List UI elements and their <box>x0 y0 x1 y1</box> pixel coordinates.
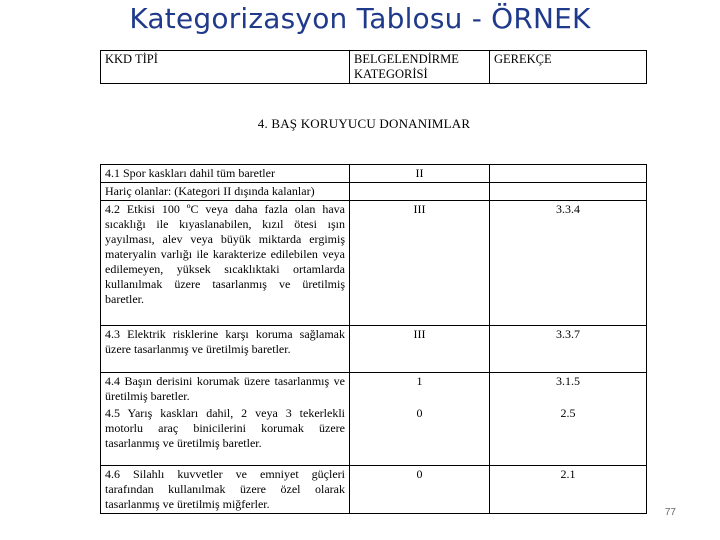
table-row <box>101 165 647 183</box>
row-reason: 2.5 <box>490 405 647 466</box>
row-reason <box>490 165 647 183</box>
row-category: 0 <box>350 405 490 466</box>
scanned-document <box>100 50 628 520</box>
page-number: 77 <box>664 507 676 518</box>
row-type: 4.1 Spor kaskları dahil tüm baretler <box>101 165 350 183</box>
row-reason: 3.3.4 <box>490 201 647 326</box>
header-table <box>100 50 647 84</box>
table-row <box>101 201 647 326</box>
category-table <box>100 164 647 514</box>
table-row <box>101 405 647 466</box>
table-row <box>101 326 647 373</box>
row-type: 4.6 Silahlı kuvvetler ve emniyet güçleri tarafından kullanılmak üzere özel olarak tasarlanmış ve üretilmiş miğferler. <box>101 466 350 514</box>
row-type: Hariç olanlar: (Kategori II dışında kalanlar) <box>101 183 350 201</box>
table-row <box>101 183 647 201</box>
row-category: 1 <box>350 373 490 406</box>
row-category: III <box>350 201 490 326</box>
row-type: 4.3 Elektrik risklerine karşı koruma sağlamak üzere tasarlanmış ve üretilmiş baretler. <box>101 326 350 373</box>
table-row <box>101 373 647 406</box>
row-type: 4.4 Başın derisini korumak üzere tasarlanmış ve üretilmiş baretler. <box>101 373 350 406</box>
header-row <box>101 51 647 84</box>
header-gerekce: GEREKÇE <box>490 51 647 84</box>
row-reason <box>490 183 647 201</box>
row-category: III <box>350 326 490 373</box>
row-reason: 3.3.7 <box>490 326 647 373</box>
row-reason: 2.1 <box>490 466 647 514</box>
row-type: 4.2 Etkisi 100 ºC veya daha fazla olan hava sıcaklığı ile kıyaslanabilen, kızıl ötesi ışın yayılması, alev veya büyük miktarda ergimiş materyalin varlığı ile karakterize edilebilen veya edilemeyen, yüksek sıcaklıktaki ortamlarda kullanılmak üzere tasarlanmış ve üretilmiş baretler. <box>101 201 350 326</box>
table-row <box>101 466 647 514</box>
row-category: 0 <box>350 466 490 514</box>
section-heading: 4. BAŞ KORUYUCU DONANIMLAR <box>257 116 471 131</box>
header-belgelendirme-kategorisi: BELGELENDİRME KATEGORİSİ <box>350 51 490 84</box>
header-kkd-tipi: KKD TİPİ <box>101 51 350 84</box>
row-type: 4.5 Yarış kaskları dahil, 2 veya 3 tekerlekli motorlu araç binicilerini korumak üzere tasarlanmış ve üretilmiş baretler. <box>101 405 350 466</box>
row-category <box>350 183 490 201</box>
row-reason: 3.1.5 <box>490 373 647 406</box>
slide-title: Kategorizasyon Tablosu - ÖRNEK <box>129 2 591 35</box>
row-category: II <box>350 165 490 183</box>
